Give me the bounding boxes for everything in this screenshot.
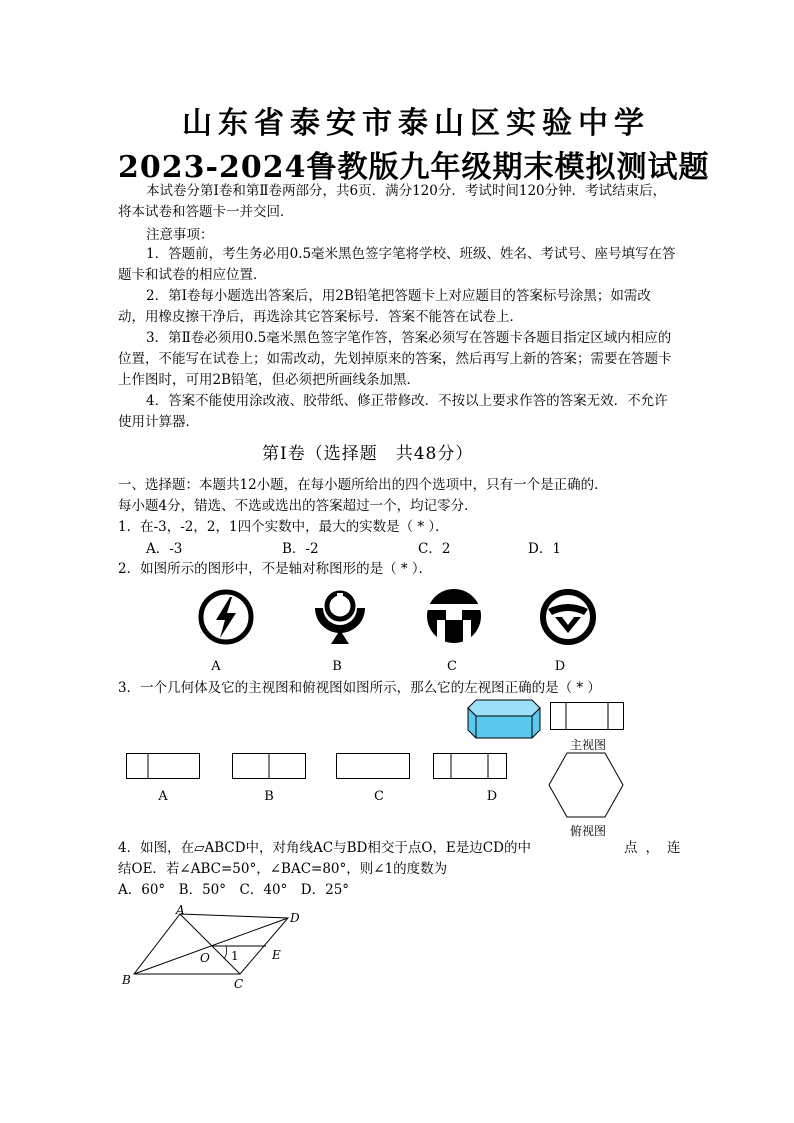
q3-option-b-figure [232,753,306,779]
q2-label-c: C [447,659,457,674]
q4-options: A．60° B．50° C．40° D．25° [118,882,350,898]
point-d-label: D [290,911,300,925]
q3-label-d: D [486,789,498,804]
top-view-figure [548,752,624,818]
notice-heading: 注意事项： [146,227,214,243]
hexagonal-prism-figure [464,698,544,740]
steering-wheel-logo-icon [538,587,598,647]
notice-item-3: 3．第Ⅱ卷必须用0.5毫米黑色签字笔作答，答案必须写在答题卡各题目指定区域内相应的位置，不能写在试卷上；如需改动，先划掉原来的答案，然后再写上新的答案；需要在答题卡上作图时，可用2B铅笔，但必须把所画线条加黑． [118,330,672,388]
q3-option-c-figure [336,753,410,779]
intro-paragraph: 本试卷分第Ⅰ卷和第Ⅱ卷两部分，共6页．满分120分．考试时间120分钟．考试结束后，将本试卷和答题卡一并交回． [118,183,667,220]
q4-line-1b: 点，连 [624,840,689,856]
notice-item-1: 1．答题前，考生务必用0.5毫米黑色签字笔将学校、班级、姓名、考试号、座号填写在答题卡和试卷的相应位置． [118,246,676,283]
q1-option-a: A．-3 [146,541,183,557]
q3-stem: 3．一个几何体及它的主视图和俯视图如图所示，那么它的左视图正确的是（ * ） [118,680,601,696]
t-circle-logo-icon [424,586,484,646]
q2-stem: 2．如图所示的图形中，不是轴对称图形的是（ * ）． [118,561,433,577]
part1-line-1: 一、选择题：本题共12小题，在每小题所给出的四个选项中，只有一个是正确的． [118,477,608,493]
point-c-label: C [234,977,244,991]
top-view-label: 俯视图 [570,824,607,838]
notice-item-2: 2．第Ⅰ卷每小题选出答案后，用2B铅笔把答题卡上对应题目的答案标号涂黑；如需改动，用橡皮擦干净后，再选涂其它答案标号．答案不能答在试卷上． [118,288,651,325]
title-line-2: 2023-2024鲁教版九年级期末模拟测试题 [118,150,710,185]
point-o-label: O [200,951,210,965]
notice-item-4: 4．答案不能使用涂改液、胶带纸、修正带修改．不按以上要求作答的答案无效．不允许使用计算器． [118,393,668,430]
q4-line-2: 结OE．若∠ABC=50°，∠BAC=80°，则∠1的度数为 [118,861,448,877]
q2-label-a: A [211,659,221,674]
q2-label-b: B [332,659,342,674]
bowl-logo-icon [309,586,371,648]
front-view-figure [550,702,624,730]
q3-label-a: A [158,789,168,804]
title-line-1: 山东省泰安市泰山区实验中学 [182,106,650,141]
parallelogram-figure [120,902,320,992]
part1-line-2: 每小题4分，错选、不选或选出的答案超过一个，均记零分． [118,498,478,514]
lightning-logo-icon [196,587,256,647]
q1-stem: 1．在-3，-2，2，1四个实数中，最大的实数是（ * ）． [118,519,449,535]
q3-label-c: C [374,789,384,804]
point-a-label: A [176,903,185,917]
q1-option-d: D．1 [528,541,561,557]
point-b-label: B [122,973,131,987]
angle-1-label: 1 [231,949,239,963]
q3-option-a-figure [126,753,200,779]
q1-option-b: B．-2 [282,541,319,557]
front-view-label: 主视图 [570,738,607,752]
q3-option-d-figure [433,753,507,779]
q4-line-1a: 4．如图，在▱ABCD中，对角线AC与BD相交于点O，E是边CD的中 [118,840,531,856]
point-e-label: E [272,948,281,962]
q3-label-b: B [264,789,274,804]
q2-label-d: D [554,659,566,674]
section-title: 第Ⅰ卷（选择题 共48分） [262,444,474,464]
q1-option-c: C．2 [418,541,451,557]
